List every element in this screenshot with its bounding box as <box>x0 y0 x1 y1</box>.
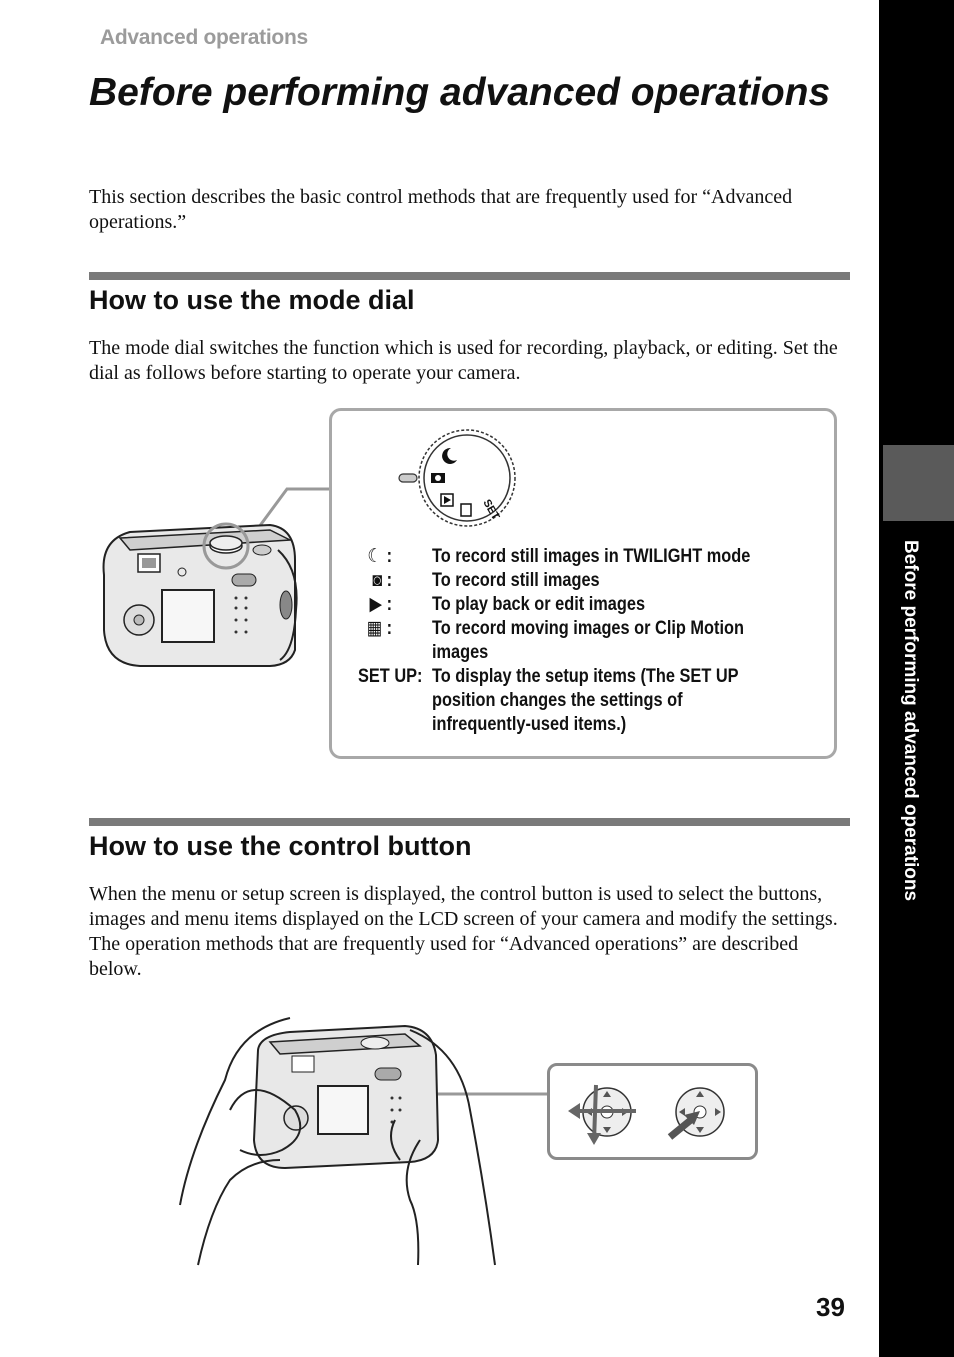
control-button-direction-icon <box>568 1085 636 1145</box>
section-heading-mode-dial: How to use the mode dial <box>89 285 415 315</box>
legend-text: To record still images <box>431 570 600 591</box>
movie-film-icon: ▦ <box>366 618 383 639</box>
running-head: Advanced operations <box>100 26 308 49</box>
legend-row <box>358 545 762 569</box>
section-rule <box>89 272 850 280</box>
page-number: 39 <box>816 1292 845 1322</box>
legend-row <box>358 569 762 593</box>
legend-separator: : <box>386 594 393 615</box>
legend-text: To record still images in TWILIGHT mode <box>431 546 751 567</box>
legend-separator: : <box>386 546 393 567</box>
page-title: Before performing advanced operations <box>89 71 831 114</box>
mode-dial-diagram <box>395 428 525 528</box>
section-heading-control-button: How to use the control button <box>89 831 472 861</box>
legend-row <box>358 617 762 665</box>
camera-mode-dial-illustration <box>90 480 340 670</box>
mode-dial-paragraph: The mode dial switches the function which is used for recording, playback, or editing. Set the dial as follows before starting to operate your camera. <box>89 337 838 384</box>
control-button-paragraph: When the menu or setup screen is displayed, the control button is used to select the buttons, images and menu items displayed on the LCD screen of your camera and modify the settings. The operation methods that are frequently used for “Advanced operations” are described below. <box>89 883 838 980</box>
intro-paragraph: This section describes the basic control methods that are frequently used for “Advanced operations.” <box>89 186 793 233</box>
legend-text: To display the setup items (The SET UP position changes the settings of infrequently-used items.) <box>431 666 739 735</box>
twilight-moon-icon: ☾ <box>367 546 383 567</box>
legend-row <box>358 665 762 737</box>
control-button-operations-diagram <box>560 1075 750 1150</box>
legend-separator: : <box>386 570 393 591</box>
playback-icon: ▶ <box>369 594 383 615</box>
control-button-press-icon <box>670 1088 724 1137</box>
section-rule <box>89 818 850 826</box>
camera-icon: ◙ <box>372 570 383 591</box>
legend-separator: : <box>386 618 393 639</box>
mode-dial-legend <box>358 545 762 737</box>
side-tab <box>879 0 954 1357</box>
legend-text: To record moving images or Clip Motion images <box>431 618 744 663</box>
legend-row <box>358 593 762 617</box>
legend-key-setup: SET UP: <box>358 666 423 687</box>
legend-text: To play back or edit images <box>431 594 646 615</box>
dial-set-label: SET <box>480 497 502 523</box>
side-tab-label: Before performing advanced operations <box>900 540 921 902</box>
side-tab-marker <box>883 445 954 521</box>
